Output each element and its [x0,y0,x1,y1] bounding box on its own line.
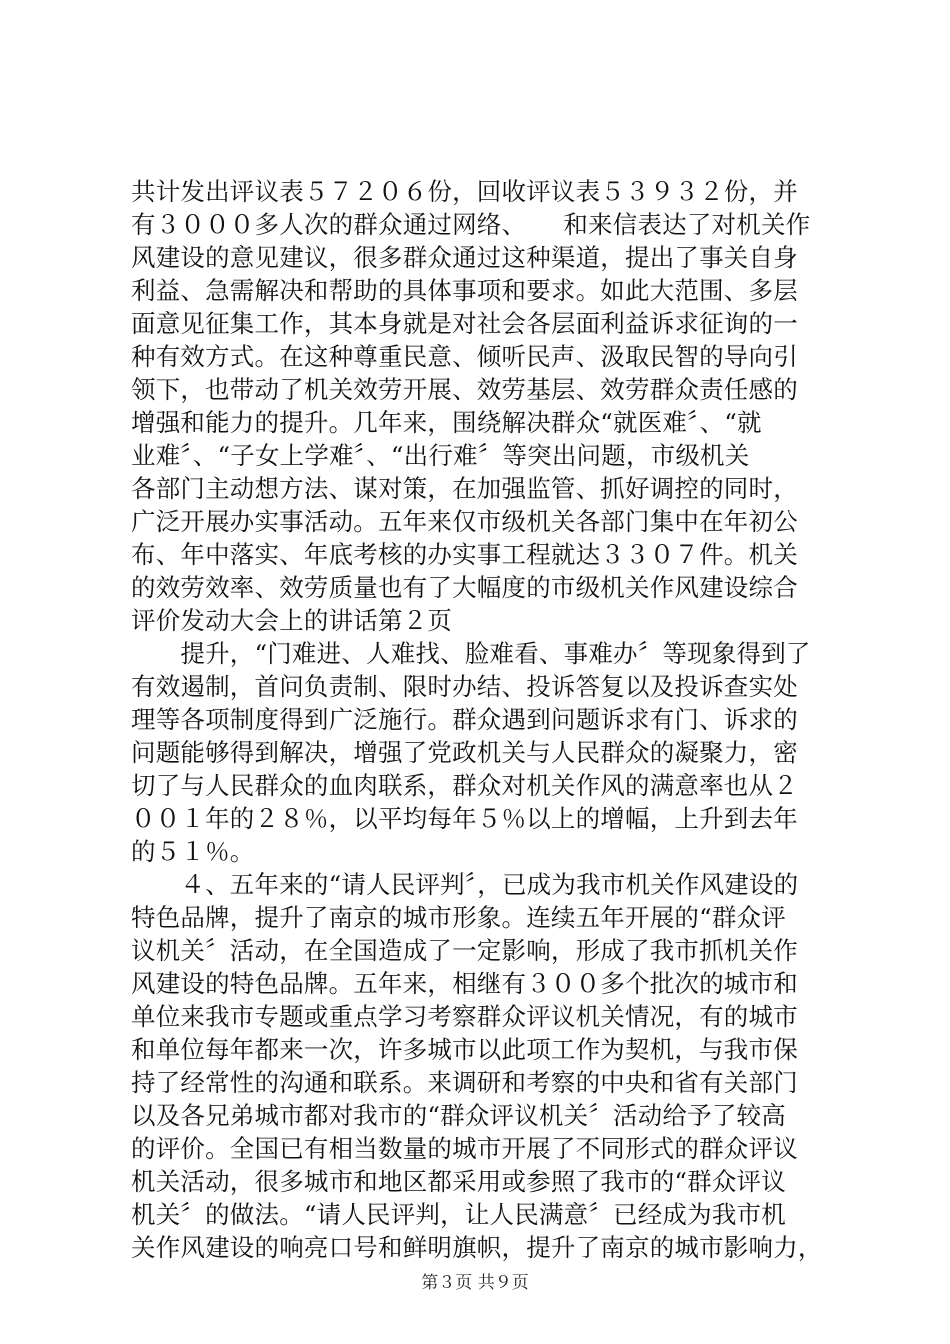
text-line-6: 种有效方式。在这种尊重民意、倾听民声、汲取民智的导向引 [131,342,798,371]
text-line-28: 持了经常性的沟通和联系。来调研和考察的中央和省有关部门 [131,1068,798,1097]
text-line-3: 风建设的意见建议，很多群众通过这种渠道，提出了事关自身 [131,243,798,272]
text-line-5: 面意见征集工作，其本身就是对社会各层面利益诉求征询的一 [131,309,798,338]
text-line-30: 的评价。全国已有相当数量的城市开展了不同形式的群众评议 [131,1134,798,1163]
text-line-19: 切了与人民群众的血肉联系，群众对机关作风的满意率也从２ [131,771,798,800]
text-line-33: 关作风建设的响亮口号和鲜明旗帜，提升了南京的城市影响力， [131,1233,823,1262]
text-line-10: 各部门主动想方法、谋对策，在加强监管、抓好调控的同时， [131,474,798,503]
text-line-29: 以及各兄弟城市都对我市的“群众评议机关〞活动给予了较高 [131,1101,786,1130]
text-line-4: 利益、急需解决和帮助的具体事项和要求。如此大范围、多层 [131,276,798,305]
text-line-22: ４、五年来的“请人民评判〞，已成为我市机关作风建设的 [131,870,799,899]
text-line-26: 单位来我市专题或重点学习考察群众评议机关情况，有的城市 [131,1002,798,1031]
text-line-9: 业难〞、“子女上学难〞、“出行难〞等突出问题，市级机关 [131,441,750,470]
body-text [131,175,831,1264]
text-line-23: 特色品牌，提升了南京的城市形象。连续五年开展的“群众评 [131,903,786,932]
text-line-24: 议机关〞活动，在全国造成了一定影响，形成了我市抓机关作 [131,936,798,965]
text-line-21: 的５１％。 [131,837,255,866]
text-line-14: 评价发动大会上的讲话第２页 [131,606,453,635]
text-line-31: 机关活动，很多城市和地区都采用或参照了我市的“群众评议 [131,1167,786,1196]
text-line-13: 的效劳效率、效劳质量也有了大幅度的市级机关作风建设综合 [131,573,798,602]
page-footer [0,1272,950,1294]
text-line-2: 有３０００多人次的群众通过网络、 和来信表达了对机关作 [131,210,811,239]
text-line-12: 布、年中落实、年底考核的办实事工程就达３３０７件。机关 [131,540,798,569]
text-line-15: 提升，“门难进、人难找、脸难看、事难办〞等现象得到了 [131,639,811,668]
text-line-27: 和单位每年都来一次，许多城市以此项工作为契机，与我市保 [131,1035,798,1064]
text-line-16: 有效遏制，首问负责制、限时办结、投诉答复以及投诉查实处 [131,672,798,701]
text-line-17: 理等各项制度得到广泛施行。群众遇到问题诉求有门、诉求的 [131,705,798,734]
text-line-1: 共计发出评议表５７２０６份，回收评议表５３９３２份，并 [131,177,798,206]
text-line-25: 风建设的特色品牌。五年来，相继有３００多个批次的城市和 [131,969,798,998]
text-line-18: 问题能够得到解决，增强了党政机关与人民群众的凝聚力，密 [131,738,798,767]
text-line-32: 机关〞的做法。“请人民评判，让人民满意〞已经成为我市机 [131,1200,786,1229]
text-line-20: ００１年的２８％，以平均每年５％以上的增幅，上升到去年 [131,804,798,833]
text-line-8: 增强和能力的提升。几年来，围绕解决群众“就医难〞、“就 [131,408,762,437]
text-line-11: 广泛开展办实事活动。五年来仅市级机关各部门集中在年初公 [131,507,798,536]
text-line-7: 领下，也带动了机关效劳开展、效劳基层、效劳群众责任感的 [131,375,798,404]
page-number-label: 第３页 共９页 [421,1273,529,1293]
